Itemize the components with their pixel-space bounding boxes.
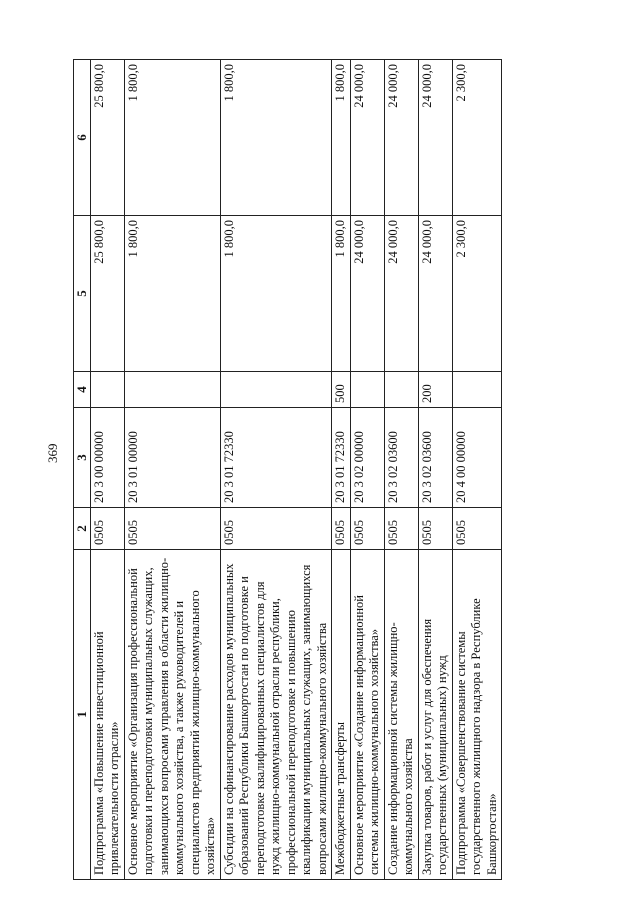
row-expense-type	[350, 372, 384, 408]
row-expense-type: 200	[418, 372, 452, 408]
row-target-code: 20 3 01 72330	[220, 408, 332, 508]
row-section: 0505	[418, 508, 452, 550]
row-expense-type	[452, 372, 502, 408]
table-row	[90, 60, 124, 880]
header-col-3: 3	[74, 408, 91, 508]
row-amount-2: 1 800,0	[220, 60, 332, 216]
row-section: 0505	[452, 508, 502, 550]
row-amount-2: 24 000,0	[350, 60, 384, 216]
row-target-code: 20 3 00 00000	[90, 408, 124, 508]
row-amount-1: 1 800,0	[332, 216, 351, 372]
row-name: Основное мероприятие «Создание информационной системы жилищно-коммунального хозяйства»	[350, 550, 384, 880]
row-section: 0505	[124, 508, 220, 550]
row-amount-1: 2 300,0	[452, 216, 502, 372]
row-target-code: 20 3 01 00000	[124, 408, 220, 508]
row-section: 0505	[350, 508, 384, 550]
row-expense-type: 500	[332, 372, 351, 408]
row-name: Межбюджетные трансферты	[332, 550, 351, 880]
row-target-code: 20 4 00 00000	[452, 408, 502, 508]
header-col-6: 6	[74, 60, 91, 216]
header-col-5: 5	[74, 216, 91, 372]
page-number-container	[38, 440, 68, 470]
table-row	[452, 60, 502, 880]
budget-table	[73, 59, 502, 880]
row-expense-type	[384, 372, 418, 408]
header-col-4: 4	[74, 372, 91, 408]
table-row	[350, 60, 384, 880]
row-target-code: 20 3 02 03600	[418, 408, 452, 508]
table-row	[220, 60, 332, 880]
header-row	[74, 60, 91, 880]
row-name: Подпрограмма «Совершенствование системы государственного жилищного надзора в Республике Башкортостан»	[452, 550, 502, 880]
row-expense-type	[220, 372, 332, 408]
row-amount-1: 24 000,0	[384, 216, 418, 372]
row-amount-2: 2 300,0	[452, 60, 502, 216]
row-amount-2: 1 800,0	[332, 60, 351, 216]
row-name: Подпрограмма «Повышение инвестиционной привлекательности отрасли»	[90, 550, 124, 880]
row-target-code: 20 3 02 00000	[350, 408, 384, 508]
row-amount-1: 24 000,0	[418, 216, 452, 372]
row-amount-2: 1 800,0	[124, 60, 220, 216]
row-amount-1: 1 800,0	[220, 216, 332, 372]
row-amount-2: 25 800,0	[90, 60, 124, 216]
header-col-1: 1	[74, 550, 91, 880]
row-section: 0505	[332, 508, 351, 550]
row-amount-1: 25 800,0	[90, 216, 124, 372]
row-name: Основное мероприятие «Организация профессиональной подготовки и переподготовки муниципальных служащих, занимающихся вопросами управления в области жилищно-коммунального хозяйства, а также руководителей и специалистов предприятий жилищно-коммунального хозяйства»	[124, 550, 220, 880]
row-amount-1: 24 000,0	[350, 216, 384, 372]
row-section: 0505	[220, 508, 332, 550]
header-col-2: 2	[74, 508, 91, 550]
row-target-code: 20 3 01 72330	[332, 408, 351, 508]
page-number: 369	[45, 443, 60, 463]
row-expense-type	[90, 372, 124, 408]
row-amount-2: 24 000,0	[418, 60, 452, 216]
row-name: Создание информационной системы жилищно-коммунального хозяйства	[384, 550, 418, 880]
row-section: 0505	[384, 508, 418, 550]
row-amount-2: 24 000,0	[384, 60, 418, 216]
table-row	[124, 60, 220, 880]
table-row	[332, 60, 351, 880]
row-expense-type	[124, 372, 220, 408]
row-amount-1: 1 800,0	[124, 216, 220, 372]
table-row	[384, 60, 418, 880]
budget-table-rotated	[73, 60, 593, 880]
row-name: Субсидии на софинансирование расходов муниципальных образований Республики Башкортостан по подготовке и переподготовке квалифицированных специалистов для нужд жилищно-коммунальной отрасли республики, профессиональной переподготовке и повышению квалификации муниципальных служащих, занимающихся вопросами жилищно-коммунального хозяйства	[220, 550, 332, 880]
table-row	[418, 60, 452, 880]
row-section: 0505	[90, 508, 124, 550]
row-target-code: 20 3 02 03600	[384, 408, 418, 508]
row-name: Закупка товаров, работ и услуг для обеспечения государственных (муниципальных) нужд	[418, 550, 452, 880]
